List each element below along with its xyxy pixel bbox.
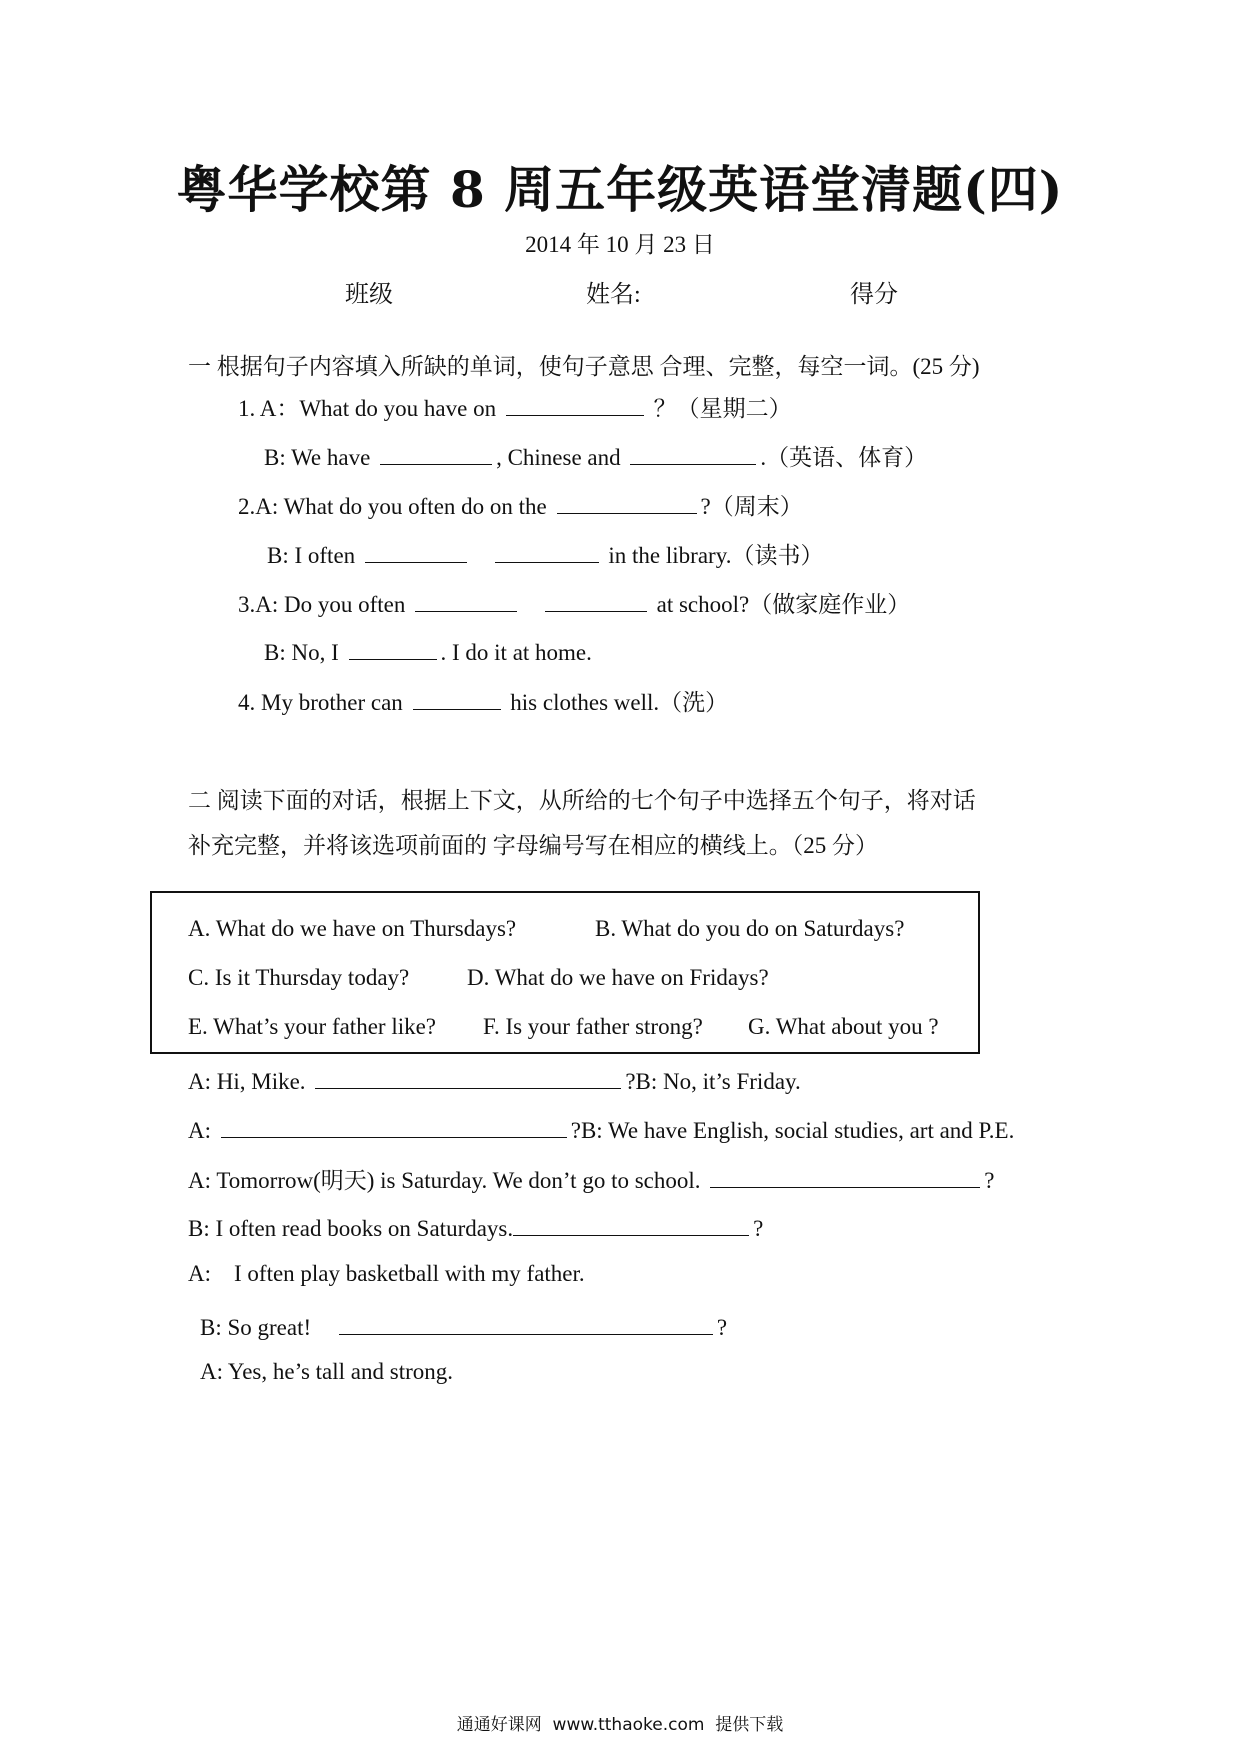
question-3b-text: B: No, I xyxy=(264,640,339,666)
question-2b xyxy=(267,537,823,570)
question-1a xyxy=(238,390,792,423)
blank-d3[interactable] xyxy=(710,1163,980,1188)
class-label: 班级 xyxy=(345,282,393,308)
page-title: 粤华学校第 8 周五年级英语堂清题(四) xyxy=(176,160,1064,219)
dialogue-4-start: B: I often read books on Saturdays. xyxy=(188,1216,514,1242)
section2-heading-line1: 二 阅读下面的对话，根据上下文，从所给的七个句子中选择五个句子，将对话 xyxy=(188,788,976,813)
blank-d6[interactable] xyxy=(339,1310,713,1335)
dialogue-line-2 xyxy=(188,1113,1014,1144)
dialogue-line-3 xyxy=(188,1162,994,1195)
option-b: B. What do you do on Saturdays? xyxy=(595,916,905,941)
question-3b xyxy=(264,635,592,666)
section2-heading-line2: 补充完整，并将该选项前面的 字母编号写在相应的横线上。（25 分） xyxy=(188,833,878,858)
question-1a-end: ？（星期二） xyxy=(653,396,792,421)
dialogue-line-4 xyxy=(188,1211,763,1242)
blank-4[interactable] xyxy=(413,685,501,710)
exam-date: 2014 年 10 月 23 日 xyxy=(525,232,715,257)
dialogue-4-end: ? xyxy=(753,1216,764,1242)
blank-d1[interactable] xyxy=(315,1064,621,1089)
blank-3a-2[interactable] xyxy=(545,587,647,612)
question-4-text: 4. My brother can xyxy=(238,690,403,715)
dialogue-line-1 xyxy=(188,1064,801,1095)
name-label: 姓名: xyxy=(586,282,641,308)
dialogue-3-end: ? xyxy=(984,1168,995,1193)
option-d: D. What do we have on Fridays? xyxy=(467,965,769,990)
question-3b-end: . I do it at home. xyxy=(440,640,592,666)
question-1b-end: .（英语、体育） xyxy=(760,445,928,470)
dialogue-1-start: A: Hi, Mike. xyxy=(188,1069,306,1095)
question-4 xyxy=(238,684,728,717)
score-label: 得分 xyxy=(850,282,898,308)
section1-heading: 一 根据句子内容填入所缺的单词，使句子意思 合理、完整，每空一词。(25 分) xyxy=(188,354,980,379)
question-3a-text: 3.A: Do you often xyxy=(238,592,406,617)
blank-1b-2[interactable] xyxy=(630,440,756,465)
question-1b-text: B: We have xyxy=(264,445,371,470)
blank-d4[interactable] xyxy=(513,1211,749,1236)
dialogue-line-6 xyxy=(200,1310,727,1341)
dialogue-3-start: A: Tomorrow(明天) is Saturday. We don’t go to school. xyxy=(188,1168,701,1193)
dialogue-1-end: ?B: No, it’s Friday. xyxy=(625,1069,801,1095)
blank-2b-2[interactable] xyxy=(495,538,599,563)
question-1b xyxy=(264,439,927,472)
blank-1a[interactable] xyxy=(506,391,644,416)
dialogue-line-7: A: Yes, he’s tall and strong. xyxy=(200,1359,453,1384)
footer-source: 通通好课网 www.tthaoke.com 提供下载 xyxy=(456,1715,784,1735)
question-2b-text: B: I often xyxy=(267,543,356,568)
option-a: A. What do we have on Thursdays? xyxy=(188,916,517,941)
dialogue-line-5: A: I often play basketball with my father. xyxy=(188,1261,585,1286)
question-3a xyxy=(238,586,910,619)
option-f: F. Is your father strong? xyxy=(483,1014,703,1039)
blank-1b-1[interactable] xyxy=(380,440,492,465)
dialogue-6-start: B: So great! xyxy=(200,1315,312,1341)
dialogue-2-start: A: xyxy=(188,1118,211,1144)
question-2a-text: 2.A: What do you often do on the xyxy=(238,494,547,519)
blank-2a[interactable] xyxy=(557,489,697,514)
option-c: C. Is it Thursday today? xyxy=(188,965,410,990)
blank-2b-1[interactable] xyxy=(365,538,467,563)
question-1b-mid: , Chinese and xyxy=(496,445,621,470)
dialogue-2-end: ?B: We have English, social studies, art and P.E. xyxy=(570,1118,1015,1144)
blank-3a-1[interactable] xyxy=(415,587,517,612)
question-4-end: his clothes well.（洗） xyxy=(510,690,729,715)
dialogue-6-end: ? xyxy=(716,1315,728,1341)
option-e: E. What’s your father like? xyxy=(188,1014,437,1039)
blank-3b[interactable] xyxy=(349,635,437,660)
question-2a-end: ?（周末） xyxy=(700,494,803,519)
question-3a-end: at school?（做家庭作业） xyxy=(656,592,911,617)
option-g: G. What about you ? xyxy=(748,1014,939,1039)
question-2a xyxy=(238,488,803,521)
question-1a-text: 1. A：What do you have on xyxy=(238,396,497,421)
blank-d2[interactable] xyxy=(221,1113,567,1138)
question-2b-end: in the library.（读书） xyxy=(608,543,824,568)
